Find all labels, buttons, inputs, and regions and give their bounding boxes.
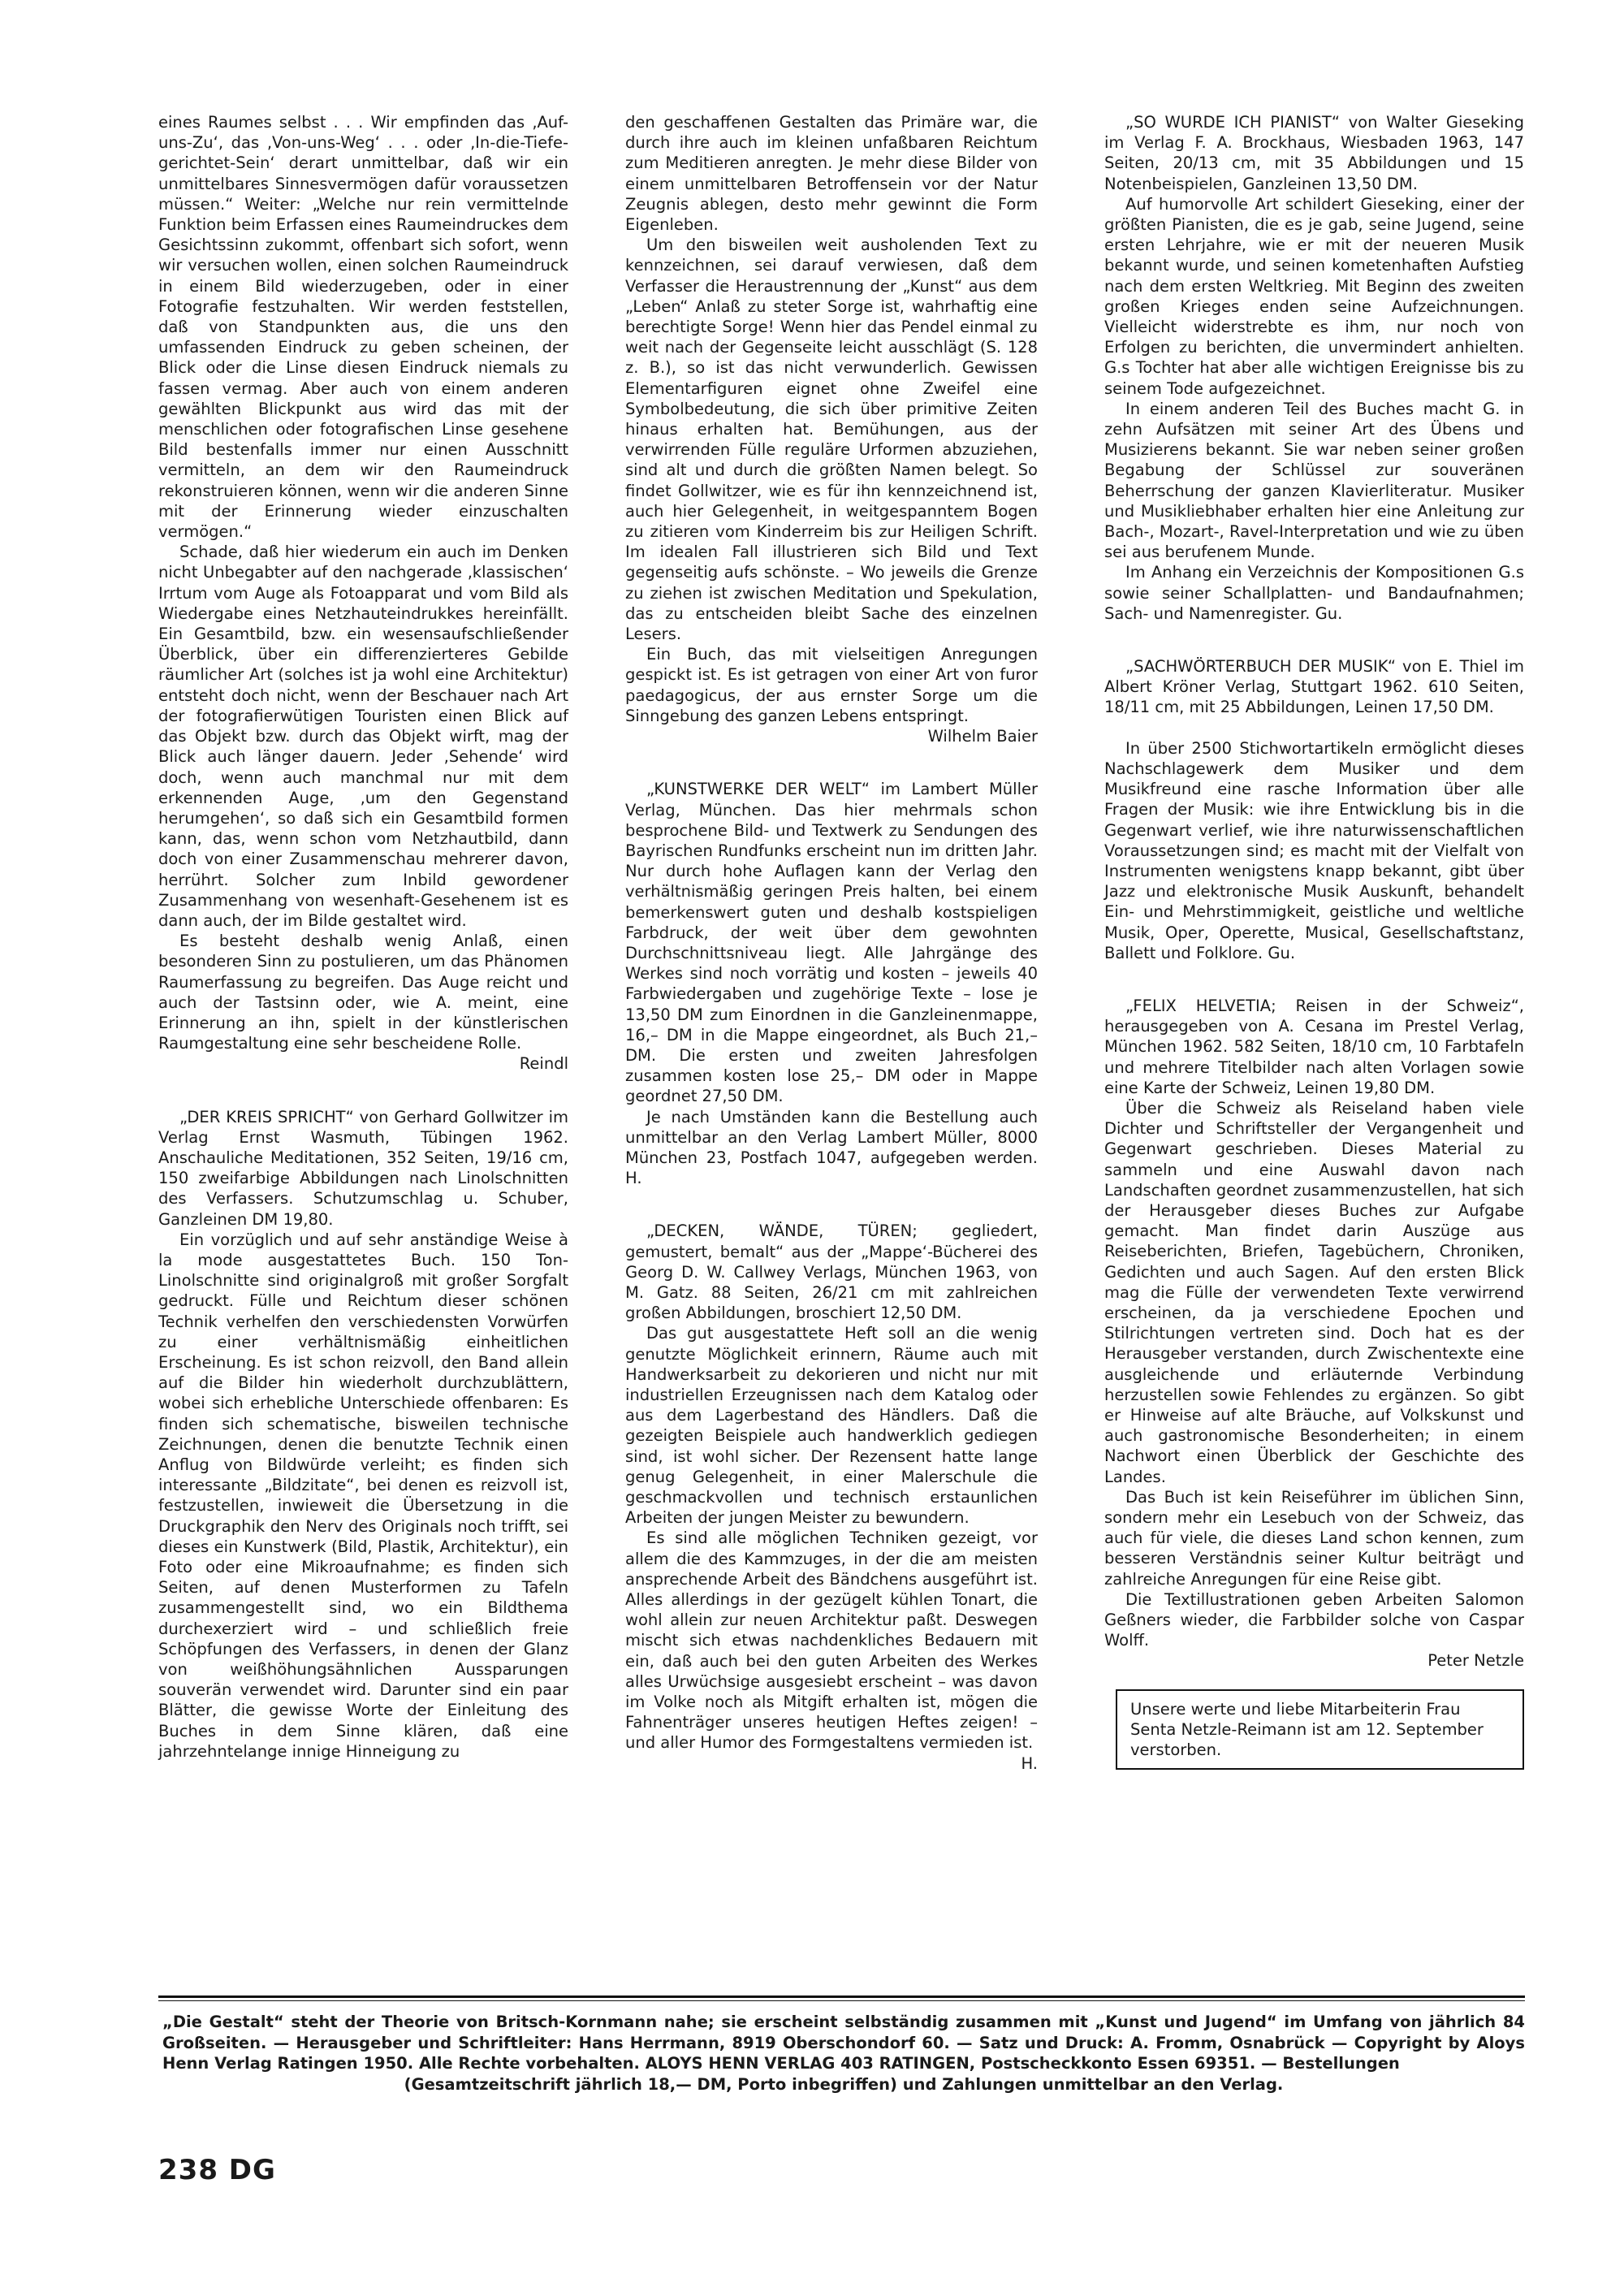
imprint-text: „Die Gestalt“ steht der Theorie von Britsch-Kornmann nahe; sie erscheint selbständig zusammen mit „Kunst und Jugend“ im Umfang von jährlich 84 Großseiten. — Herausgeber und Schriftleiter: Hans Herrmann, 8919 Oberschondorf 60. — Satz und Druck: A. Fromm, Osnabrück — Copyright by Aloys Henn Verlag Ratingen 1950. Alle Rechte vorbehalten. ALOYS HENN VERLAG 403 RATINGEN, Postscheckkonto Essen 69351. — Bestellungen [162, 2013, 1525, 2073]
review-heading: „KUNSTWERKE DER WELT“ im Lambert Müller Verlag, München. Das hier mehrmals schon besprochene Bild- und Textwerk zu Sendungen des Bayrischen Rundfunks erscheint nun im dritten Jahr. Nur durch hohe Auflagen kann der Verlag den verhältnismäßig geringen Preis halten, bei einem bemerkenswert guten und deshalb kostspieligen Farbdruck, der weit über dem gewohnten Durchschnittsniveau liegt. Alle Jahrgänge des Werkes sind noch vorrätig und kosten – jeweils 40 Farbwiedergaben und zugehörige Texte – lose je 13,50 DM zum Einordnen in die Ganzleinenmappe, 16,– DM in die Mappe eingeordnet, als Buch 21,– DM. Die ersten und zweiten Jahresfolgen zusammen kosten lose 25,– DM oder in Mappe geordnet 27,50 DM. [625, 780, 1038, 1106]
review-heading: „SACHWÖRTERBUCH DER MUSIK“ von E. Thiel im Albert Kröner Verlag, Stuttgart 1962. 610 Seiten, 18/11 cm, mit 25 Abbildungen, Leinen 17,50 DM. [1104, 657, 1524, 717]
review-paragraph: Das Buch ist kein Reiseführer im üblichen Sinn, sondern mehr ein Lesebuch von der Schweiz, das auch für viele, die dieses Land schon kennen, zum besseren Verständnis seiner Kultur beiträgt und zahlreiche Anregungen für eine Reise gibt. [1104, 1487, 1524, 1589]
article-paragraph: Um den bisweilen weit ausholenden Text zu kennzeichnen, sei darauf verwiesen, daß dem Verfasser die Heraustrennung der „Kunst“ aus dem „Leben“ Anlaß zu steter Sorge ist, wahrhaftig eine berechtigte Sorge! Wenn hier das Pendel einmal zu weit nach der Gegenseite leicht ausschlägt (S. 128 z. B.), so ist das nicht verwunderlich. Gewissen Elementarfiguren eignet ohne Zweifel eine Symbolbedeutung, die sich über primitive Zeiten hinaus erhalten hat. Bemühungen, aus der verwirrenden Fülle reguläre Urformen abzuziehen, sind alt und durch die größten Namen belegt. So findet Gollwitzer, wie es für ihn kennzeichnend ist, auch hier Gelegenheit, in weitgespanntem Bogen zu zitieren vom Kinderreim bis zur Heiligen Schrift. Im idealen Fall illustrieren sich Bild und Text gegenseitig aufs schönste. – Wo jeweils die Grenze zu ziehen ist zwischen Meditation und Spekulation, das zu entscheiden bleibt Sache des einzelnen Lesers. [625, 236, 1038, 644]
review-paragraph: Im Anhang ein Verzeichnis der Kompositionen G.s sowie seiner Schallplatten- und Bandaufnahmen; Sach- und Namenregister. Gu. [1104, 563, 1524, 623]
column-right [1104, 112, 1524, 1770]
article-paragraph: Es besteht deshalb wenig Anlaß, einen besonderen Sinn zu postulieren, um das Phänomen Raumerfassung zu begreifen. Das Auge reicht und auch der Tastsinn oder, wie A. meint, eine Erinnerung an ihn, spielt in der künstlerischen Raumgestaltung eine sehr bescheidene Rolle. [158, 932, 568, 1053]
review-paragraph: In einem anderen Teil des Buches macht G. in zehn Aufsätzen mit seiner Art des Übens und Musizierens bekannt. Sie war neben seiner großen Begabung der Schlüssel zur souveränen Beherrschung der ganzen Klavierliteratur. Musiker und Musikliebhaber erhalten hier eine Anleitung zur Bach-, Mozart-, Ravel-Interpretation und wie zu üben sei aus berufenem Munde. [1104, 399, 1524, 562]
notice-line: Unsere werte und liebe Mitarbeiterin Frau [1130, 1699, 1461, 1719]
column-middle [625, 112, 1038, 1774]
review-heading: „DER KREIS SPRICHT“ von Gerhard Gollwitzer im Verlag Ernst Wasmuth, Tübingen 1962. Anschauliche Meditationen, 352 Seiten, 19/16 cm, 150 zweifarbige Abbildungen nach Linolschnitten des Verfassers. Schutzumschlag u. Schuber, Ganzleinen DM 19,80. [158, 1107, 568, 1229]
author-signature: Wilhelm Baier [927, 727, 1038, 746]
review-paragraph: Das gut ausgestattete Heft soll an die wenig genutzte Möglichkeit erinnern, Räume auch mit Handwerksarbeit zu dekorieren und nicht nur mit industriellen Erzeugnissen nach dem Katalog oder aus dem Lagerbestand des Händlers. Daß die gezeigten Beispiele auch handwerklich gediegen sind, ist wohl sicher. Der Rezensent hatte lange genug Gelegenheit, in einer Malerschule die geschmackvollen und technisch erstaunlichen Arbeiten der jungen Meister zu bewundern. [625, 1324, 1038, 1528]
review-paragraph: Es sind alle möglichen Techniken gezeigt, vor allem die des Kammzuges, in der die am meisten ansprechende Arbeit des Bändchens ausgeführt ist. Alles allerdings in der gezügelt kühlen Tonart, die wohl allein zur neuen Architektur paßt. Deswegen mischt sich etwas nachdenkliches Bedauern mit ein, daß auch bei den guten Arbeiten des Werkes alles Urwüchsige ausgesiebt erscheint – was davon im Volke noch als Mitgift erhalten ist, mögen die Fahnenträger unseres heutigen Heftes zeigen! – und aller Humor des Formgestaltens vermieden ist. [625, 1528, 1038, 1753]
review-paragraph: Ein vorzüglich und auf sehr anständige Weise à la mode ausgestattetes Buch. 150 Ton-Linolschnitte sind originalgroß mit großer Sorgfalt gedruckt. Fülle und Reichtum dieser schönen Technik verhelfen den verschiedensten Vorwürfen zu einer verhältnismäßig einheitlichen Erscheinung. Es ist schon reizvoll, den Band allein auf die Bilder hin wiederholt durchzublättern, wobei sich erhebliche Unterschiede offenbaren: Es finden sich schematische, bisweilen technische Zeichnungen, denen die benutzte Technik einen Anflug von Bildwürde verleiht; es finden sich interessante „Bildzitate“, bei denen es reizvoll ist, festzustellen, inwieweit die Übersetzung in die Druckgraphik den Nerv des Originals noch trifft, sei dieses ein Kunstwerk (Bild, Plastik, Architektur), ein Foto oder eine Mikroaufnahme; es finden sich Seiten, auf denen Musterformen zu Tafeln zusammengestellt sind, wo ein Bildthema durchexerziert wird – und schließlich freie Schöpfungen des Verfassers, in denen der Glanz von weißhöhungsähnlichen Aussparungen souverän verwendet wird. Darunter sind ein paar Blätter, die gewisse Worte der Einleitung des Buches in dem Sinne klären, daß eine jahrzehntelange innige Hinneigung zu [158, 1230, 568, 1761]
review-heading: „SO WURDE ICH PIANIST“ von Walter Gieseking im Verlag F. A. Brockhaus, Wiesbaden 1963, 147 Seiten, 20/13 cm, mit 35 Abbildungen und 15 Notenbeispielen, Ganzleinen 13,50 DM. [1104, 113, 1524, 193]
notice-line: verstorben. [1130, 1740, 1222, 1760]
article-paragraph: den geschaffenen Gestalten das Primäre war, die durch ihre auch im kleinen unfaßbaren Reichtum zum Meditieren anregten. Je mehr diese Bilder von einem unmittelbaren Betroffensein vor der Natur Zeugnis ablegen, desto mehr gewinnt die Form Eigenleben. [625, 113, 1038, 235]
review-paragraph: In über 2500 Stichwortartikeln ermöglicht dieses Nachschlagewerk dem Musiker und dem Musikfreund eine rasche Information über alle Fragen der Musik: wie ihre Entwicklung bis in die Gegenwart verlief, wie ihre naturwissenschaftlichen Voraussetzungen sind; es macht mit der Vielfalt von Instrumenten wenigstens knapp bekannt, gibt über Jazz und elektronische Musik Auskunft, behandelt Ein- und Mehrstimmigkeit, geistliche und weltliche Musik, Oper, Operette, Musical, Gesellschaftstanz, Ballett und Folklore. Gu. [1104, 738, 1524, 962]
article-paragraph: eines Raumes selbst . . . Wir empfinden das ‚Auf-uns-Zu‘, das ‚Von-uns-Weg‘ . . . oder ‚In-die-Tiefe-gerichtet-Sein‘ derart unmittelbar, daß wir ein unmittelbares Sinnesvermögen dafür voraussetzen müssen.“ Weiter: „Welche nur rein vermittelnde Funktion beim Erfassen eines Raumeindruckes dem Gesichtssinn zukommt, offenbart sich sofort, wenn wir versuchen wollen, einen solchen Raumeindruck in einem Bild wiederzugeben, oder in einer Fotografie festzuhalten. Wir werden feststellen, daß von Standpunkten aus, die uns den umfassenden Eindruck zu geben scheinen, der Blick oder die Linse diesen Eindruck niemals zu fassen vermag. Aber auch von einem anderen gewählten Blickpunkt aus wird das mit der menschlichen oder fotografischen Linse gesehene Bild bestenfalls immer nur einen Ausschnitt vermitteln, an dem wir den Raumeindruck rekonstruieren können, wenn wir die anderen Sinne mit der Erinnerung wieder einzuschalten vermögen.“ [158, 113, 568, 542]
article-paragraph: Ein Buch, das mit vielseitigen Anregungen gespickt ist. Es ist getragen von einer Art von furor paedagogicus, der aus ernster Sorge um die Sinngebung des ganzen Lebens entspringt. [625, 645, 1038, 725]
author-signature: H. [1021, 1753, 1038, 1773]
review-heading: „FELIX HELVETIA; Reisen in der Schweiz“, herausgegeben von A. Cesana im Prestel Verlag, München 1962. 582 Seiten, 18/10 cm, 10 Farbtafeln und mehrere Titelbilder nach alten Vorlagen sowie eine Karte der Schweiz, Leinen 19,80 DM. [1104, 996, 1524, 1097]
imprint-last-line: (Gesamtzeitschrift jährlich 18,— DM, Porto inbegriffen) und Zahlungen unmittelbar an den Verlag. [404, 2074, 1284, 2094]
page-number: 238 DG [158, 2154, 276, 2186]
review-paragraph: Über die Schweiz als Reiseland haben viele Dichter und Schriftsteller der Vergangenheit und Gegenwart geschrieben. Dieses Material zu sammeln und eine Auswahl davon nach Landschaften geordnet zusammenzustellen, hat sich der Herausgeber dieses Buches zur Aufgabe gemacht. Man findet darin Auszüge aus Reiseberichten, Briefen, Tagebüchern, Chroniken, Gedichten und auch Sagen. Auf den ersten Blick mag die Fülle der verwendeten Texte verwirrend erscheinen, da ja verschiedene Epochen und Stilrichtungen vertreten sind. Doch hat es der Herausgeber verstanden, durch Zwischentexte eine ausgleichende und erläuternde Verbindung herzustellen sowie Fehlendes zu ergänzen. So gibt er Hinweise auf alte Bräuche, auf Volkskunst und auch gastronomische Besonderheiten; in einem Nachwort einen Überblick der Geschichte des Landes. [1104, 1098, 1524, 1486]
review-paragraph: Die Textillustrationen geben Arbeiten Salomon Geßners wieder, die Farbbilder solche von Caspar Wolff. [1104, 1589, 1524, 1650]
article-paragraph: Schade, daß hier wiederum ein auch im Denken nicht Unbegabter auf den nachgerade ‚klassischen‘ Irrtum vom Auge als Fotoapparat und vom Bild als Wiedergabe eines Netzhauteindrukkes hereinfällt. Ein Gesamtbild, bzw. ein wesensaufschließender Überblick, über ein differenzierteres Gebilde räumlicher Art (solches ist ja wohl eine Architektur) entsteht doch nicht, wenn der Beschauer nach Art der fotografierwütigen Touristen einen Blick auf das Objekt bzw. durch das Objekt wirft, mag der Blick auch länger dauern. Jeder ‚Sehende‘ wird doch, wenn auch manchmal nur mit dem erkennenden Auge, ‚um den Gegenstand herumgehen‘, so daß sich ein Gesamtbild formen kann, das, wenn schon vom Netzhautbild, dann doch von einer Zusammenschau mehrerer davon, herrührt. Solcher zum Inbild gewordener Zusammenhang von wesenhaft-Gesehenem ist es dann auch, der im Bilde gestaltet wird. [158, 543, 568, 930]
author-signature: Peter Netzle [1427, 1651, 1524, 1671]
review-paragraph: Je nach Umständen kann die Bestellung auch unmittelbar an den Verlag Lambert Müller, 8000 München 23, Postfach 1047, aufgegeben werden. H. [625, 1107, 1038, 1188]
imprint [162, 2012, 1525, 2095]
author-signature: Reindl [519, 1054, 568, 1074]
obituary-notice-box [1116, 1689, 1524, 1771]
review-paragraph: Auf humorvolle Art schildert Gieseking, einer der größten Pianisten, die es je gab, seine Jugend, seine ersten Lehrjahre, wie er mit der neueren Musik bekannt wurde, und seinen kometenhaften Aufstieg nach dem ersten Weltkrieg. Mit Beginn des zweiten großen Krieges enden seine Aufzeichnungen. Vielleicht widerstrebte es ihm, nur noch von Erfolgen zu berichten, die unvermindert anhielten. G.s Tochter hat aber alle wichtigen Ereignisse bis zu seinem Tode aufgezeichnet. [1104, 194, 1524, 398]
footer-rule-thin [158, 2000, 1525, 2001]
notice-line: Senta Netzle-Reimann ist am 12. September [1130, 1719, 1484, 1739]
review-heading: „DECKEN, WÄNDE, TÜREN; gegliedert, gemustert, bemalt“ aus der „Mappe‘-Bücherei des Georg D. W. Callwey Verlags, München 1963, von M. Gatz. 88 Seiten, 26/21 cm mit zahlreichen großen Abbildungen, broschiert 12,50 DM. [625, 1221, 1038, 1323]
column-left [158, 112, 568, 1762]
footer-rule-thick [158, 1995, 1525, 1998]
